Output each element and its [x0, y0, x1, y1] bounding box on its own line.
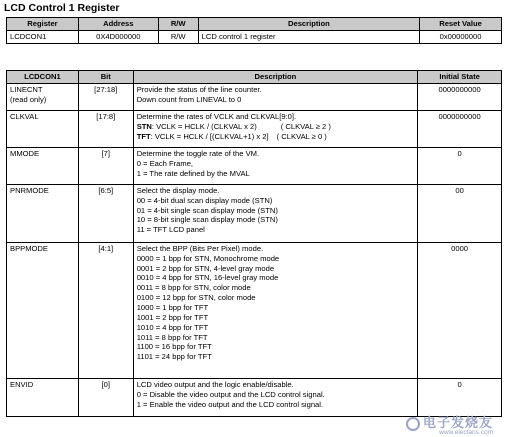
logo-icon — [406, 417, 420, 431]
field-name-cell — [7, 83, 79, 110]
watermark-text: 电子发烧友 — [422, 415, 493, 430]
table-row — [7, 147, 502, 184]
field-name: MMODE — [7, 147, 79, 184]
desc-line: 10 = 8-bit single scan display mode (STN) — [136, 215, 278, 225]
field-description — [133, 110, 418, 147]
formula-stn-condition: ( CLKVAL ≥ 2 ) — [280, 121, 331, 131]
field-description — [133, 147, 418, 184]
desc-line: 0 = Disable the video output and the LCD control signal. — [136, 389, 325, 399]
table-row — [7, 184, 502, 242]
watermark-url: www.elecfans.com — [439, 429, 493, 436]
bits-table-header — [7, 71, 502, 84]
field-name: BPPMODE — [7, 242, 79, 378]
header-rw: R/W — [158, 18, 198, 31]
desc-line: Down count from LINEVAL to 0 — [136, 94, 242, 104]
field-name: LINECNT — [10, 84, 43, 94]
field-initial-state: 0 — [418, 147, 502, 184]
field-initial-state: 0 — [418, 378, 502, 416]
formula-tft-condition: ( CLKVAL ≥ 0 ) — [276, 131, 327, 141]
register-table-header — [7, 18, 502, 31]
formula-stn-expr: : VCLK = HCLK / (CLKVAL x 2) — [151, 121, 257, 131]
register-table — [6, 17, 502, 44]
field-description — [133, 83, 418, 110]
page-title: LCD Control 1 Register — [4, 2, 120, 14]
field-name: CLKVAL — [7, 110, 79, 147]
field-bit: [0] — [78, 378, 133, 416]
register-address: 0X4D000000 — [78, 30, 158, 43]
desc-line: Select the display mode. — [136, 185, 220, 195]
desc-line: 1100 = 16 bpp for TFT — [136, 342, 212, 352]
field-description — [133, 184, 418, 242]
desc-line: 0100 = 12 bpp for STN, color mode — [136, 293, 256, 303]
formula-tft — [137, 132, 415, 142]
register-rw: R/W — [158, 30, 198, 43]
table-row — [7, 83, 502, 110]
field-name: ENVID — [7, 378, 79, 416]
desc-line: 1101 = 24 bpp for TFT — [136, 352, 212, 362]
desc-line: 0 = Each Frame, — [136, 158, 194, 168]
formula-tft-label: TFT — [136, 131, 151, 141]
field-bit: [27:18] — [78, 83, 133, 110]
desc-line: Select the BPP (Bits Per Pixel) mode. — [136, 243, 264, 253]
field-name-note: (read only) — [10, 94, 47, 104]
desc-line: 0000 = 1 bpp for STN, Monochrome mode — [136, 253, 280, 263]
desc-line: 1001 = 2 bpp for TFT — [136, 312, 209, 322]
register-name: LCDCON1 — [7, 30, 79, 43]
desc-line: 1 = The rate defined by the MVAL — [136, 168, 250, 178]
bits-table — [6, 70, 502, 417]
desc-line: 00 = 4-bit dual scan display mode (STN) — [136, 195, 273, 205]
desc-line: 1011 = 8 bpp for TFT — [136, 332, 208, 342]
field-initial-state: 0000 — [418, 242, 502, 378]
header-bit: Bit — [78, 71, 133, 84]
header-field: LCDCON1 — [7, 71, 79, 84]
header-description: Description — [133, 71, 418, 84]
header-description: Description — [198, 18, 419, 31]
desc-line: 11 = TFT LCD panel — [136, 225, 205, 235]
desc-line: Determine the toggle rate of the VM. — [136, 148, 260, 158]
field-bit: [6:5] — [78, 184, 133, 242]
field-name: PNRMODE — [7, 184, 79, 242]
formula-stn — [137, 122, 415, 132]
field-initial-state: 0000000000 — [418, 110, 502, 147]
table-row — [7, 30, 502, 43]
register-reset-value: 0x00000000 — [420, 30, 502, 43]
field-bit: [17:8] — [78, 110, 133, 147]
formula-stn-label: STN — [136, 121, 152, 131]
field-initial-state: 00 — [418, 184, 502, 242]
desc-line: 0001 = 2 bpp for STN, 4-level gray mode — [136, 263, 275, 273]
desc-line: 1000 = 1 bpp for TFT — [136, 303, 209, 313]
desc-line: 1 = Enable the video output and the LCD control signal. — [136, 399, 324, 409]
header-reset-value: Reset Value — [420, 18, 502, 31]
table-row — [7, 378, 502, 416]
header-address: Address — [78, 18, 158, 31]
desc-line: 0011 = 8 bpp for STN, color mode — [136, 283, 251, 293]
table-row — [7, 242, 502, 378]
desc-line: 1010 = 4 bpp for TFT — [136, 322, 209, 332]
desc-line: 0010 = 4 bpp for STN, 16-level gray mode — [136, 273, 279, 283]
field-description — [133, 378, 418, 416]
watermark — [406, 412, 493, 436]
field-initial-state: 0000000000 — [418, 83, 502, 110]
desc-line: LCD video output and the logic enable/disable. — [136, 379, 294, 389]
header-initial-state: Initial State — [418, 71, 502, 84]
field-description — [133, 242, 418, 378]
formula-tft-expr: : VCLK = HCLK / [(CLKVAL+1) x 2] — [150, 131, 269, 141]
header-register: Register — [7, 18, 79, 31]
table-row — [7, 110, 502, 147]
desc-line: 01 = 4-bit single scan display mode (STN) — [136, 205, 278, 215]
field-bit: [4:1] — [78, 242, 133, 378]
desc-line: Determine the rates of VCLK and CLKVAL[9:0]. — [136, 111, 297, 121]
desc-line: Provide the status of the line counter. — [136, 84, 262, 94]
register-description: LCD control 1 register — [198, 30, 419, 43]
field-bit: [7] — [78, 147, 133, 184]
